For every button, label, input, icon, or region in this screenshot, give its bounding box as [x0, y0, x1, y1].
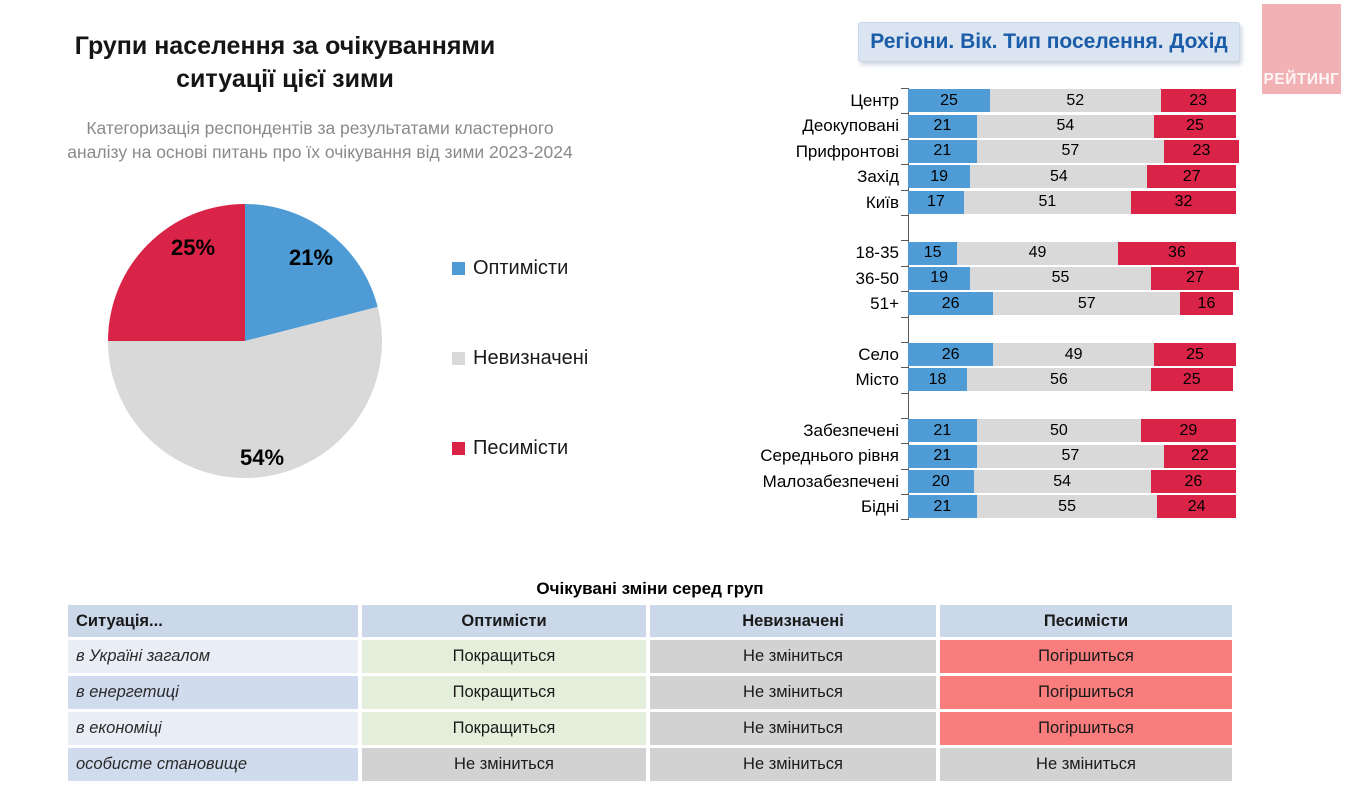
table-row [68, 640, 1232, 673]
bar-segment-optimists: 21 [908, 140, 977, 163]
bar-segment-undecided: 54 [970, 165, 1147, 188]
bar-segment-pessimists: 25 [1154, 343, 1236, 366]
bar-row [612, 342, 1242, 367]
bar-segment-pessimists: 27 [1151, 267, 1240, 290]
bar-segment-pessimists: 27 [1147, 165, 1236, 188]
table-cell-better: Покращиться [362, 712, 646, 745]
bar-segment-undecided: 51 [964, 191, 1131, 214]
bar-row-segments [908, 88, 1236, 113]
bar-row-segments [908, 266, 1239, 291]
bar-segment-pessimists: 32 [1131, 191, 1236, 214]
pie-legend [452, 256, 588, 460]
table-cell-same: Не зміниться [650, 640, 936, 673]
bar-segment-undecided: 54 [977, 115, 1154, 138]
bar-row-segments [908, 240, 1236, 265]
pie-chart [107, 203, 383, 479]
bar-row-label: Прифронтові [795, 141, 899, 161]
bar-segment-undecided: 57 [993, 292, 1180, 315]
legend-label: Невизначені [473, 346, 589, 369]
bar-segment-pessimists: 29 [1141, 419, 1236, 442]
table-cell-same: Не зміниться [362, 748, 646, 781]
legend-label: Оптимісти [473, 256, 569, 279]
bar-row [612, 494, 1242, 519]
bar-row-segments [908, 494, 1236, 519]
bar-row-label: Центр [850, 91, 899, 110]
bar-row-label: Бідні [860, 497, 899, 517]
bar-row-label: Середнього рівня [760, 446, 899, 466]
bar-segment-undecided: 57 [977, 140, 1164, 163]
bar-row [612, 418, 1242, 443]
bar-row-segments [908, 443, 1236, 468]
bar-segment-pessimists: 23 [1161, 89, 1236, 112]
bar-segment-undecided: 56 [967, 368, 1151, 391]
bar-segment-optimists: 21 [908, 495, 977, 518]
pie-value-label: 25% [170, 235, 216, 260]
rating-logo: РЕЙТИНГ [1262, 4, 1341, 94]
bar-chart-title: Регіони. Вік. Тип поселення. Дохід [858, 22, 1240, 62]
bar-row-segments [908, 139, 1239, 164]
table-cell-same: Не зміниться [650, 748, 936, 781]
table-cell-worse: Погіршиться [940, 676, 1232, 709]
table-row-label: в економіці [68, 712, 358, 745]
bar-row-segments [908, 469, 1236, 494]
bar-segment-optimists: 18 [908, 368, 967, 391]
pie-value-label: 54% [239, 445, 285, 470]
bar-segment-optimists: 17 [908, 191, 964, 214]
page-title [65, 30, 505, 95]
table-header-cell: Невизначені [650, 605, 936, 637]
bar-row [612, 291, 1242, 316]
bar-segment-pessimists: 23 [1164, 140, 1239, 163]
legend-label: Песимісти [473, 436, 569, 459]
bar-segment-optimists: 21 [908, 419, 977, 442]
page-subtitle [35, 117, 605, 164]
page-title-line2: ситуації цієї зими [176, 64, 394, 93]
bar-row [612, 469, 1242, 494]
table-header-cell: Оптимісти [362, 605, 646, 637]
bar-segment-optimists: 15 [908, 242, 957, 265]
legend-item [452, 346, 588, 370]
bar-row [612, 240, 1242, 265]
bar-row-segments [908, 367, 1233, 392]
table-row [68, 748, 1232, 781]
bar-group-spacer [612, 393, 1242, 418]
bar-segment-undecided: 49 [993, 343, 1154, 366]
legend-swatch-icon [452, 352, 465, 365]
bar-row-label: Село [858, 344, 899, 364]
bar-segment-undecided: 57 [977, 445, 1164, 468]
table-row [68, 676, 1232, 709]
bar-row-label: Захід [857, 167, 899, 187]
bar-group-spacer [612, 215, 1242, 240]
stacked-bar-chart [612, 88, 1242, 520]
bar-segment-undecided: 55 [977, 495, 1157, 518]
table-header-row [68, 605, 1232, 637]
bar-row [612, 88, 1242, 113]
bar-group-spacer [612, 317, 1242, 342]
table-cell-better: Покращиться [362, 640, 646, 673]
bar-segment-undecided: 49 [957, 242, 1118, 265]
bar-row-label: Малозабезпечені [762, 471, 899, 491]
table-title: Очікувані зміни серед груп [536, 579, 764, 598]
bar-row [612, 443, 1242, 468]
bar-segment-optimists: 26 [908, 292, 993, 315]
bar-row-label: Київ [865, 192, 899, 212]
table-cell-worse: Погіршиться [940, 640, 1232, 673]
bar-segment-optimists: 19 [908, 165, 970, 188]
page-title-line1: Групи населення за очікуваннями [74, 32, 496, 60]
bar-segment-pessimists: 24 [1157, 495, 1236, 518]
table-row-label: в Україні загалом [68, 640, 358, 673]
bar-row [612, 367, 1242, 392]
bar-row [612, 113, 1242, 138]
bar-segment-pessimists: 36 [1118, 242, 1236, 265]
table-cell-same: Не зміниться [650, 712, 936, 745]
bar-row-segments [908, 164, 1236, 189]
table-row [68, 712, 1232, 745]
table-cell-better: Покращиться [362, 676, 646, 709]
bar-segment-pessimists: 26 [1151, 470, 1236, 493]
legend-item [452, 256, 588, 280]
table-header-cell: Ситуація... [68, 605, 358, 637]
pie-slice-3 [108, 204, 245, 341]
bar-segment-undecided: 50 [977, 419, 1141, 442]
bar-row-segments [908, 418, 1236, 443]
bar-segment-pessimists: 16 [1180, 292, 1232, 315]
expectations-table [64, 602, 1236, 784]
bar-row-label: 51+ [870, 294, 899, 314]
table-cell-same: Не зміниться [940, 748, 1232, 781]
bar-row-segments [908, 113, 1236, 138]
bar-segment-optimists: 20 [908, 470, 974, 493]
table-header-cell: Песимісти [940, 605, 1232, 637]
bar-segment-optimists: 26 [908, 343, 993, 366]
bar-segment-optimists: 21 [908, 445, 977, 468]
bar-row [612, 164, 1242, 189]
bar-segment-pessimists: 22 [1164, 445, 1236, 468]
bar-segment-pessimists: 25 [1151, 368, 1233, 391]
bar-segment-optimists: 19 [908, 267, 970, 290]
bar-segment-undecided: 54 [974, 470, 1151, 493]
legend-item [452, 436, 588, 460]
pie-chart-svg [107, 203, 383, 479]
bar-segment-pessimists: 25 [1154, 115, 1236, 138]
bar-row-label: Забезпечені [803, 421, 899, 441]
table-row-label: в енергетиці [68, 676, 358, 709]
bar-row-label: Деокуповані [802, 116, 899, 136]
bar-row-segments [908, 291, 1233, 316]
bar-row [612, 139, 1242, 164]
bar-row-segments [908, 190, 1236, 215]
bar-row [612, 190, 1242, 215]
bar-segment-undecided: 55 [970, 267, 1150, 290]
bar-segment-undecided: 52 [990, 89, 1161, 112]
table-body [68, 640, 1232, 781]
bar-row-label: 18-35 [855, 243, 899, 263]
bar-row-segments [908, 342, 1236, 367]
bar-row [612, 266, 1242, 291]
bar-segment-optimists: 21 [908, 115, 977, 138]
legend-swatch-icon [452, 262, 465, 275]
table-row-label: особисте становище [68, 748, 358, 781]
pie-value-label: 21% [288, 245, 334, 270]
bar-row-label: 36-50 [855, 268, 899, 288]
page-subtitle-line2: аналізу на основі питань про їх очікування від зими 2023-2024 [67, 141, 573, 162]
bar-row-label: Місто [855, 370, 899, 390]
table-cell-worse: Погіршиться [940, 712, 1232, 745]
legend-swatch-icon [452, 442, 465, 455]
table-cell-same: Не зміниться [650, 676, 936, 709]
bar-segment-optimists: 25 [908, 89, 990, 112]
page-subtitle-line1: Категоризація респондентів за результатами кластерного [86, 118, 554, 138]
